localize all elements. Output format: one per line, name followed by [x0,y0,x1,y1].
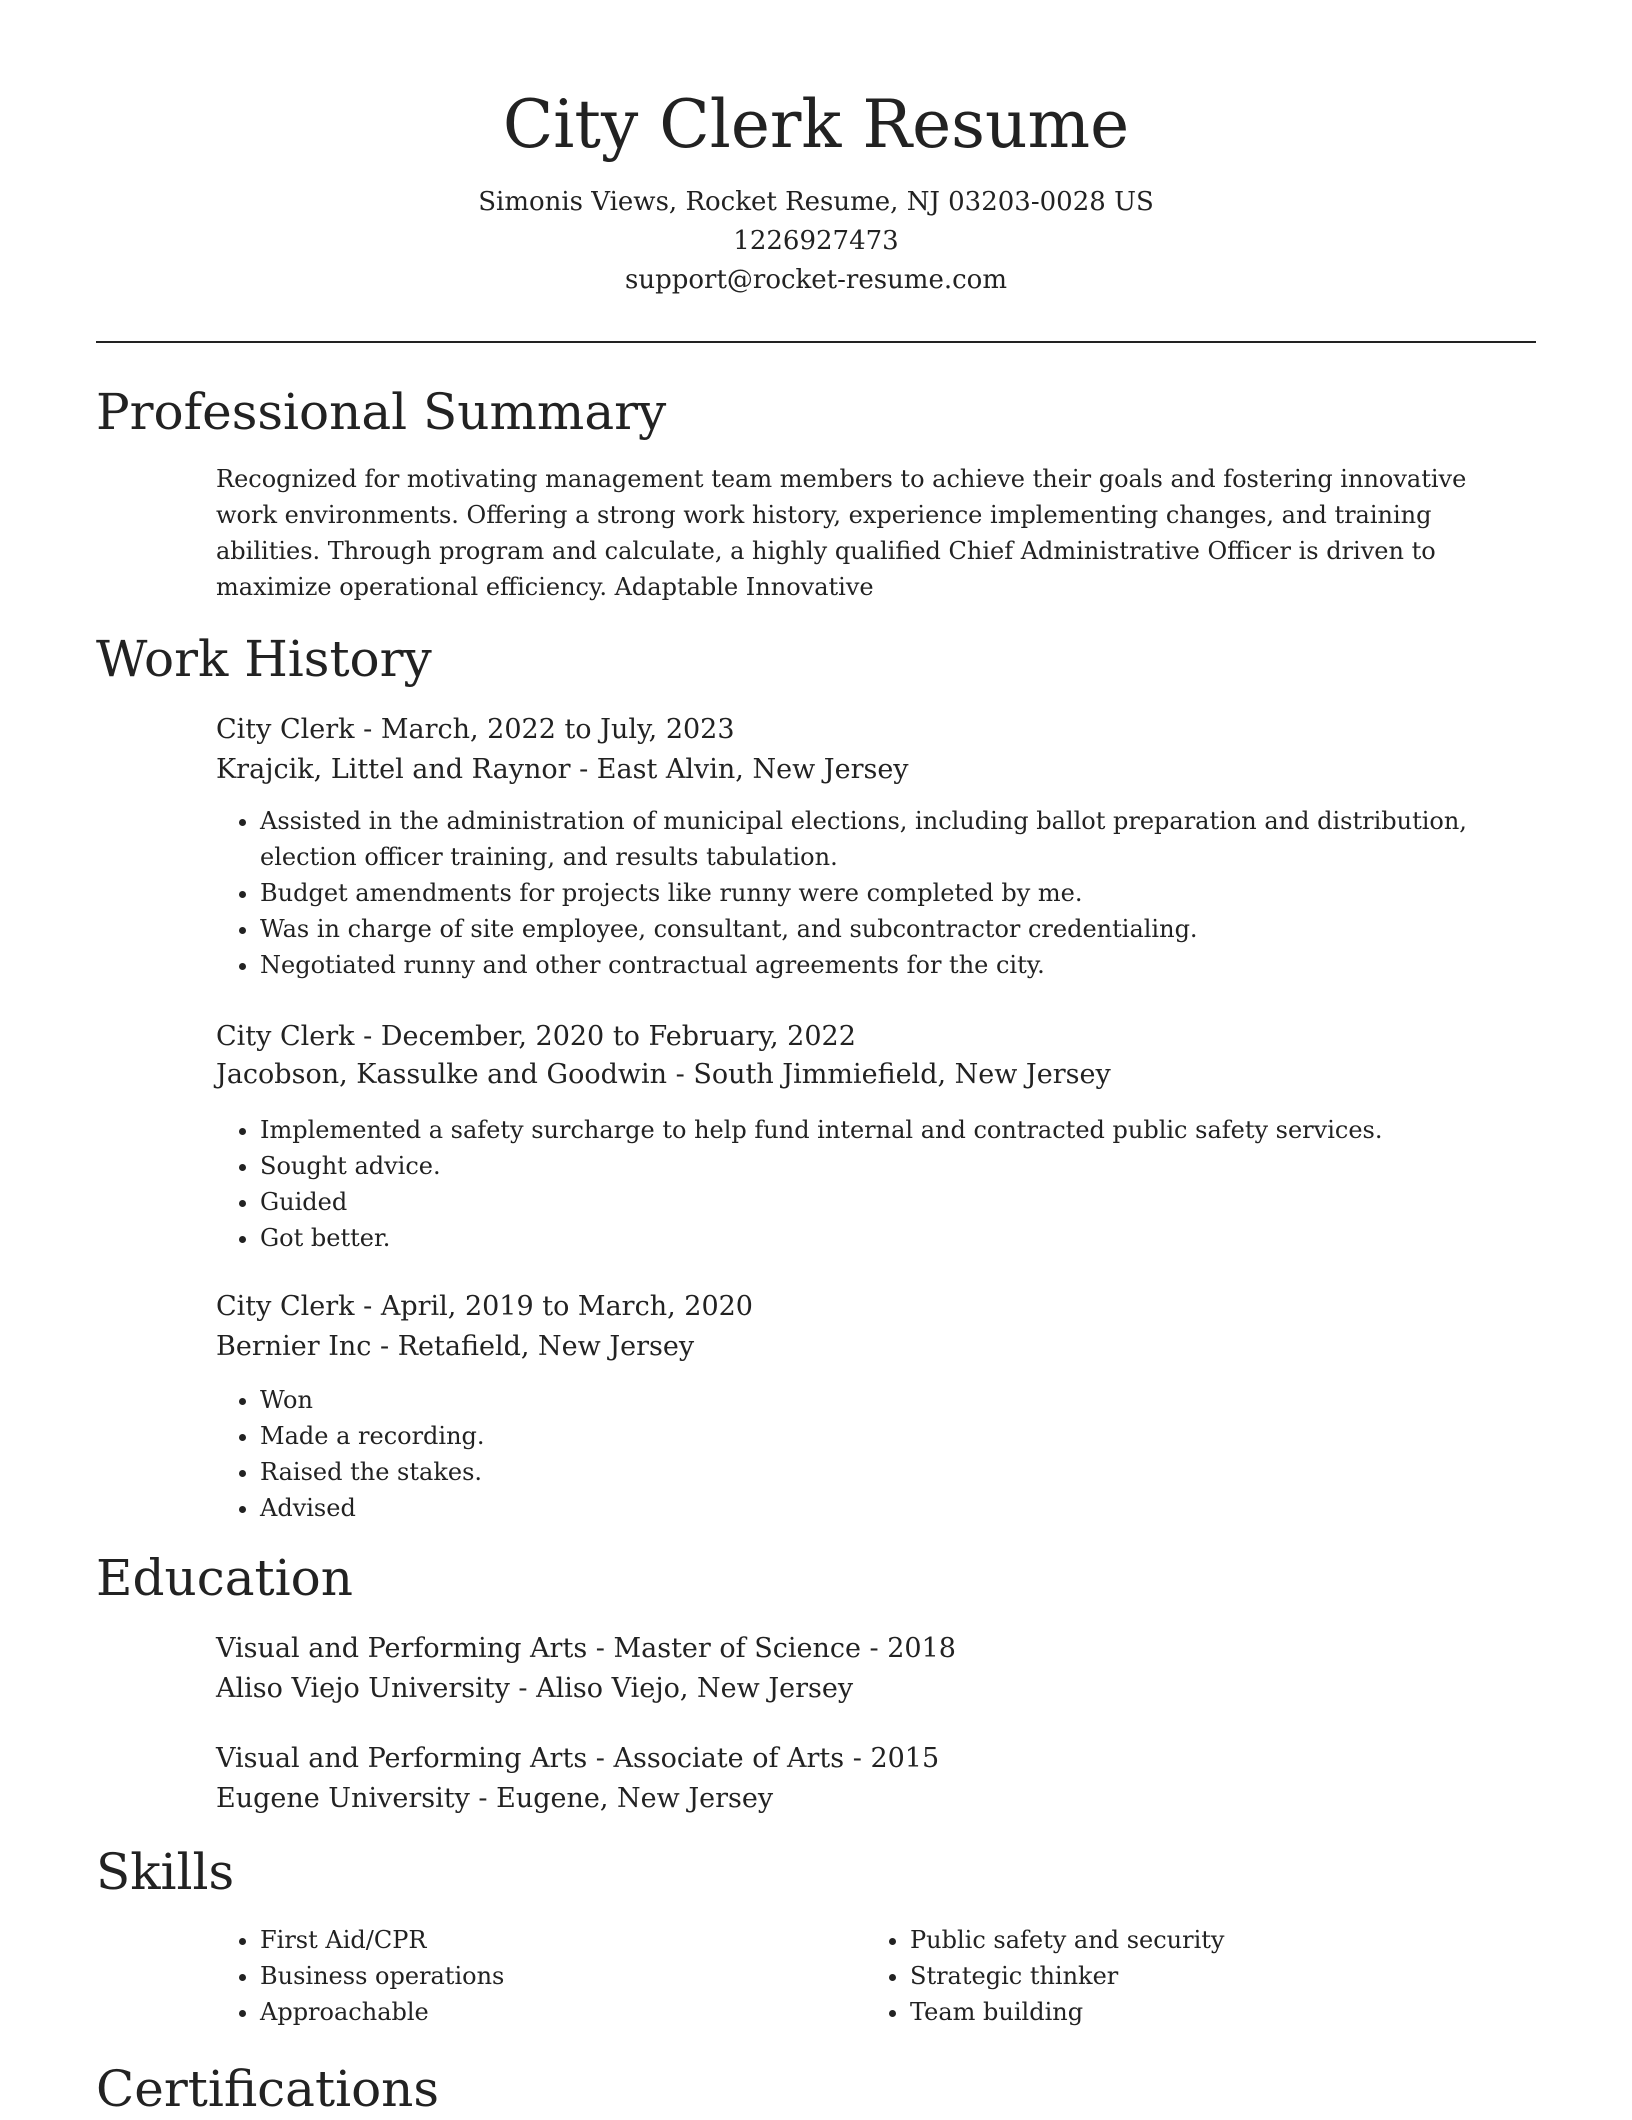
skills-list-right [866,1922,1530,2030]
skills-list-left [216,1922,820,2030]
job-employer: Bernier Inc [216,1331,372,1362]
job-location: South Jimmiefield, New Jersey [693,1059,1111,1090]
education-degree: Master of Science [613,1633,861,1664]
job-title-line [216,1287,753,1327]
skill-item: • First Aid/CPR [260,1922,820,1958]
job-role: City Clerk [216,1021,355,1052]
section-title-education: Education [96,1549,353,1607]
job-employer-line [216,1055,1111,1095]
job-employer: Krajcik, Littel and Raynor [216,754,571,785]
separator: - [570,754,597,785]
list-item: • Negotiated runny and other contractual agreements for the city. [260,947,1560,983]
contact-phone: 1226927473 [733,226,899,256]
list-item: • Was in charge of site employee, consultant, and subcontractor credentialing. [260,911,1560,947]
job-dates: March, 2022 to July, 2023 [380,714,735,745]
list-item: • Assisted in the administration of municipal elections, including ballot preparation and distribution, election officer training, and results tabulation. [260,803,1560,875]
job-title-line [216,710,735,750]
section-title-work-history: Work History [96,630,432,688]
separator: - [844,1743,871,1774]
separator: - [371,1331,398,1362]
list-item: • Made a recording. [260,1418,1560,1454]
list-item: • Guided [260,1184,1560,1220]
education-field: Visual and Performing Arts [216,1633,588,1664]
education-year: 2015 [870,1743,940,1774]
list-item: • Won [260,1382,1560,1418]
education-school-line [216,1779,773,1819]
skill-item: • Team building [910,1994,1530,2030]
skill-item: • Business operations [260,1958,820,1994]
resume-header [96,80,1536,300]
list-item: • Raised the stakes. [260,1454,1560,1490]
education-year: 2018 [887,1633,956,1664]
skill-item: • Strategic thinker [910,1958,1530,1994]
job-bullets [216,803,1560,983]
job-location: East Alvin, New Jersey [596,754,909,785]
job-location: Retafield, New Jersey [397,1331,695,1362]
separator: - [860,1633,888,1664]
summary-text: Recognized for motivating management team members to achieve their goals and fostering innovative work environments. Offering a strong work history, experience implementing changes, and training abilities. Through program and calculate, a highly qualified Chief Administrative Officer is driven to maximize operational efficiency. Adaptable Innovative [216,465,1467,601]
list-item: • Implemented a safety surcharge to help fund internal and contracted public safety services. [260,1112,1560,1148]
job-employer: Jacobson, Kassulke and Goodwin [216,1059,668,1090]
education-school-line [216,1669,853,1709]
list-item: • Advised [260,1490,1560,1526]
job-bullets [216,1112,1560,1256]
separator: - [509,1673,537,1704]
education-location: Aliso Viejo, New Jersey [536,1673,854,1704]
skill-item: • Approachable [260,1994,820,2030]
header-divider [96,341,1536,343]
education-location: Eugene, New Jersey [496,1783,774,1814]
section-title-certifications: Certifications [96,2060,440,2118]
job-dates: December, 2020 to February, 2022 [380,1021,856,1052]
list-item: • Sought advice. [260,1148,1560,1184]
contact-address: Simonis Views, Rocket Resume, NJ 03203-0028 US [478,187,1154,217]
education-field: Visual and Performing Arts [216,1743,588,1774]
education-degree-line [216,1629,956,1669]
separator: - [354,1021,381,1052]
separator: - [667,1059,694,1090]
section-title-skills: Skills [96,1843,235,1901]
resume-title: City Clerk Resume [502,86,1130,163]
job-role: City Clerk [216,1291,355,1322]
education-school: Eugene University [216,1783,470,1814]
education-degree: Associate of Arts [613,1743,845,1774]
skill-item: • Public safety and security [910,1922,1530,1958]
separator: - [354,1291,381,1322]
education-school: Aliso Viejo University [216,1673,510,1704]
list-item: • Budget amendments for projects like runny were completed by me. [260,875,1560,911]
separator: - [587,1633,614,1664]
job-employer-line [216,750,909,790]
separator: - [587,1743,614,1774]
job-dates: April, 2019 to March, 2020 [380,1291,753,1322]
list-item: • Got better. [260,1220,1560,1256]
job-title-line [216,1017,856,1057]
education-degree-line [216,1739,939,1779]
separator: - [354,714,381,745]
section-title-summary: Professional Summary [96,383,667,441]
separator: - [469,1783,497,1814]
contact-email: support@rocket-resume.com [624,265,1007,295]
job-role: City Clerk [216,714,355,745]
job-bullets [216,1382,1560,1526]
job-employer-line [216,1327,694,1367]
